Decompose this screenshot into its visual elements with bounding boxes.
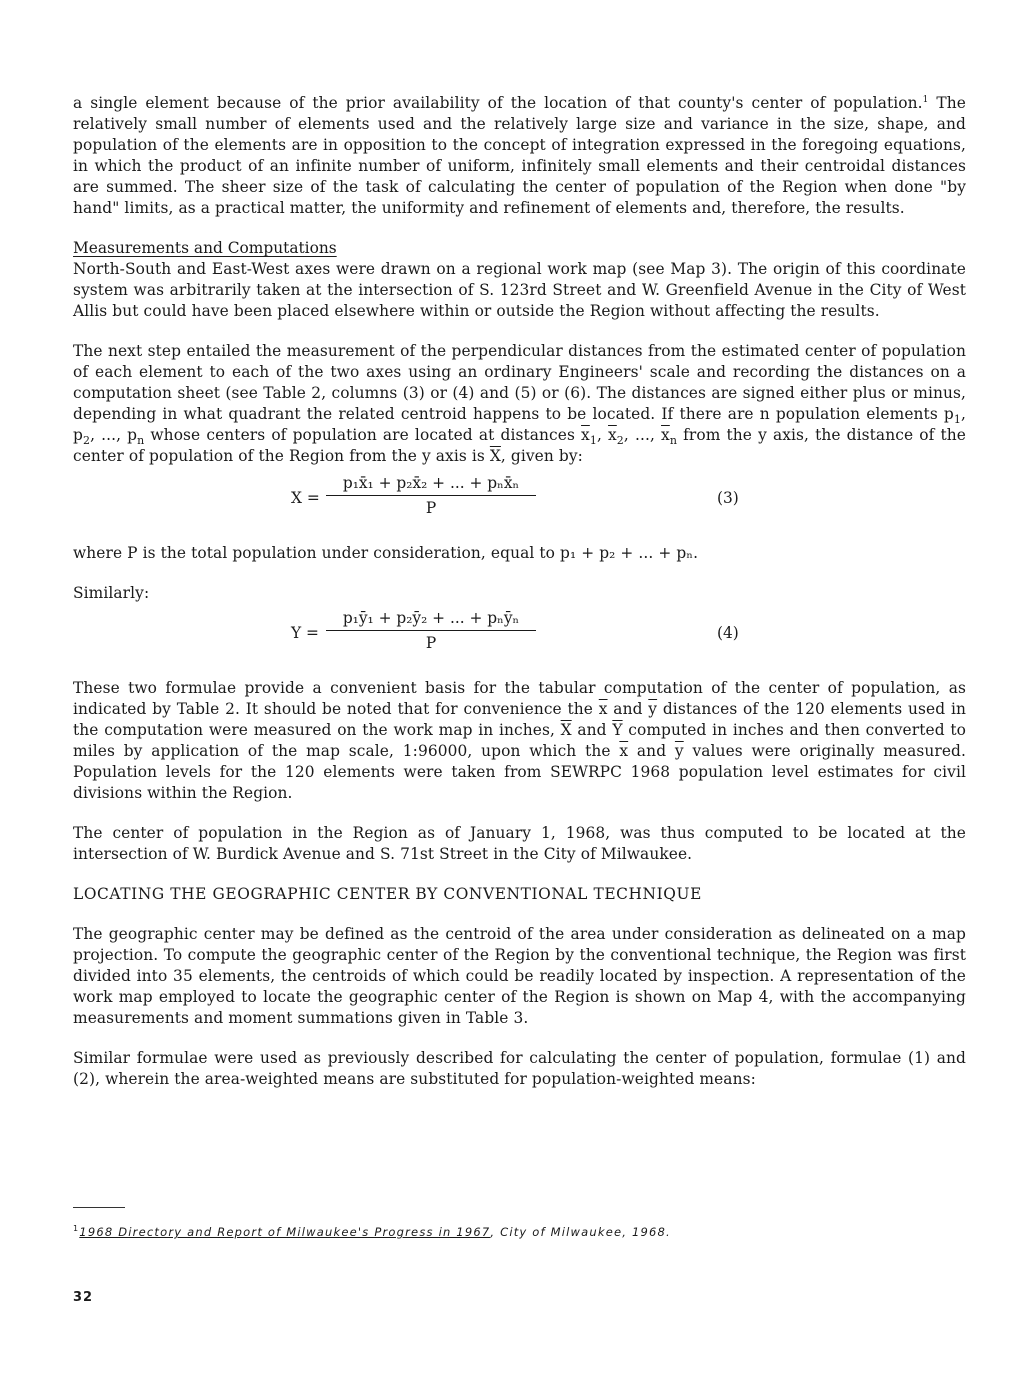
paragraph-formulae: These two formulae provide a convenient basis for the tabular computation of the center of population, as indicated by Table 2. It should be noted that for convenience the $\overline{x}$ and $\overline{y}$ distances of the 120 elements used in the computation were measured on the work map in inches, $\overline{X}$ and $\overline{Y}$ computed in inches and then converted to miles by application of the map scale, 1:96000, upon which the $\overline{x}$ and $\overline{y}$ values were originally measured. Population levels for the 120 elements were taken from SEWRPC 1968 population level estimates for civil divisions within the Region. xyxy=(73,679,966,802)
equation-4-denominator: P xyxy=(425,634,437,652)
equation-3-numerator: p₁x̄₁ + p₂x̄₂ + ... + pₙx̄ₙ xyxy=(326,473,536,496)
paragraph-similar-formulae: Similar formulae were used as previously described for calculating the center of population, formulae (1) and (2), wherein the area-weighted means are substituted for population-weighted means: xyxy=(73,1049,966,1088)
paragraph-axes: North-South and East-West axes were drawn on a regional work map (see Map 3). The origin of this coordinate system was arbitrarily taken at the intersection of S. 123rd Street and W. Greenfield Avenue in the City of West Allis but could have been placed elsewhere within or outside the Region without affecting the results. xyxy=(73,260,966,320)
equation-4-number: (4) xyxy=(717,624,739,642)
equation-4-lhs: Y = xyxy=(291,624,319,642)
footnote-source: , City of Milwaukee, 1968. xyxy=(490,1224,671,1239)
footnote-title: 1968 Directory and Report of Milwaukee's Progress in 1967 xyxy=(79,1224,491,1239)
subheading-measurements: Measurements and Computations xyxy=(73,239,337,257)
section-heading-geographic-center: LOCATING THE GEOGRAPHIC CENTER BY CONVENTIONAL TECHNIQUE xyxy=(73,885,702,903)
equation-4 xyxy=(73,608,966,664)
footnote-reference[interactable]: 1 xyxy=(922,94,929,105)
equation-3-denominator: P xyxy=(425,499,437,517)
paragraph-geographic-center: The geographic center may be defined as the centroid of the area under consideration as delineated on a map projection. To compute the geographic center of the Region by the conventional technique, the Region was first divided into 35 elements, the centroids of which could be readily located by inspection. A representation of the work map employed to locate the geographic center of the Region is shown on Map 4, with the accompanying measurements and moment summations given in Table 3. xyxy=(73,925,966,1027)
label-similarly: Similarly: xyxy=(73,584,150,602)
equation-3-number: (3) xyxy=(717,489,739,507)
paragraph-center-result: The center of population in the Region as of January 1, 1968, was thus computed to be located at the intersection of W. Burdick Avenue and S. 71st Street in the City of Milwaukee. xyxy=(73,824,966,863)
paragraph-intro: a single element because of the prior availability of the location of that county's center of population.$^1$ The relatively small number of elements used and the relatively large size and variance in the size, shape, and population of the elements are in opposition to the concept of integration expressed in the foregoing equations, in which the product of an infinite number of uniform, infinitely small elements and their centroidal distances are summed. The sheer size of the task of calculating the center of population of the Region when done "by hand" limits, as a practical matter, the uniformity and refinement of elements and, therefore, the results. xyxy=(73,94,966,217)
equation-4-numerator: p₁ȳ₁ + p₂ȳ₂ + ... + pₙȳₙ xyxy=(326,608,536,631)
equation-3-lhs: X = xyxy=(291,489,320,507)
document-body xyxy=(73,93,966,1109)
equation-3-fraction xyxy=(326,473,536,520)
page-number: 32 xyxy=(73,1290,94,1305)
footnote-divider xyxy=(73,1207,125,1208)
footnote-mark: 1 xyxy=(73,1224,80,1233)
footnote xyxy=(73,1224,671,1239)
equation-3 xyxy=(73,473,966,529)
paragraph-measurement-step: The next step entailed the measurement of the perpendicular distances from the estimated center of population of each element to each of the two axes using an ordinary Engineers' scale and recording the distances on a computation sheet (see Table 2, columns (3) or (4) and (5) or (6). The distances are signed either plus or minus, depending in what quadrant the related centroid happens to be located. If there are n population elements $p_1$, $p_2$, ..., $p_n$ whose centers of population are located at distances $\overline{x}_1$, $\overline{x}_2$, ..., $\overline{x}_n$ from the y axis, the distance of the center of population of the Region from the y axis is $\overline{X}$, given by: xyxy=(73,342,966,465)
equation-4-fraction xyxy=(326,608,536,655)
paragraph-total-population: where P is the total population under consideration, equal to p₁ + p₂ + ... + pₙ. xyxy=(73,544,699,562)
